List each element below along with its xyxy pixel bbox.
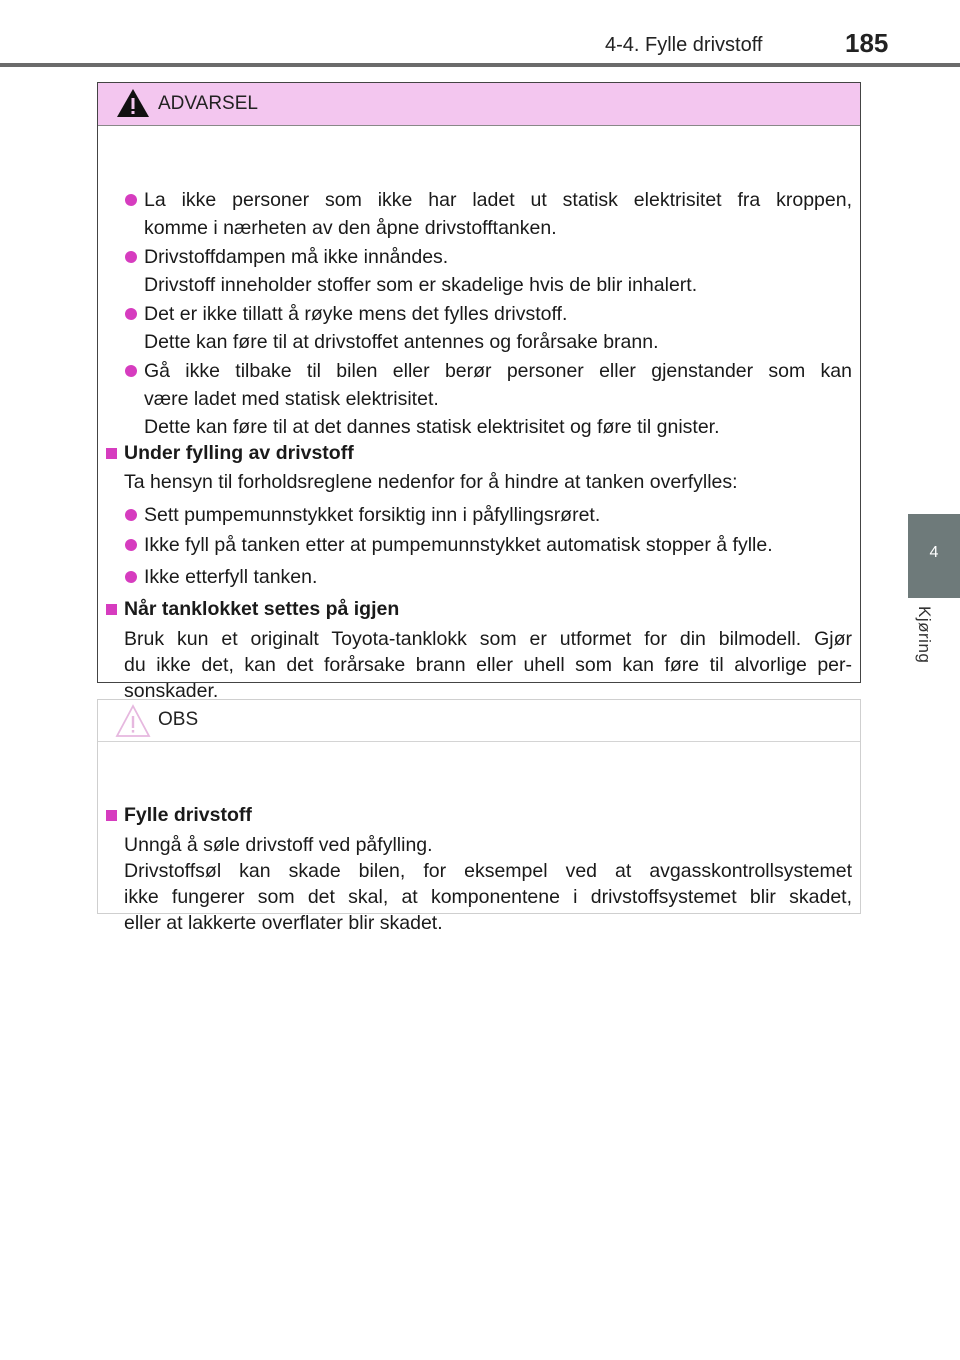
warning-box [97,82,861,702]
subsection-heading: Under fylling av drivstoff [124,442,354,464]
bullet-text: Dette kan føre til at det dannes statisk elektrisitet og føre til gnister. [144,416,720,438]
paragraph-text: du ikke det, kan det forårsake brann eller uhell som kan føre til alvorlige per- [124,654,852,676]
square-bullet-icon [106,810,117,821]
paragraph-text: eller at lakkerte overflater blir skadet. [124,912,443,934]
section-title: 4-4. Fylle drivstoff [605,34,763,56]
warning-header [98,83,860,126]
subsection-heading: Fylle drivstoff [124,804,252,826]
paragraph-text: ikke fungerer som det skal, at komponentene i drivstoffsystemet blir skadet, [124,886,852,908]
bullet-icon [125,539,137,551]
bullet-icon [125,308,137,320]
bullet-text: Gå ikke tilbake til bilen eller berør personer eller gjenstander som kan [144,360,852,382]
notice-title: OBS [158,709,199,730]
chapter-number: 4 [929,544,939,561]
bullet-text: Dette kan føre til at drivstoffet antennes og forårsake brann. [144,331,659,353]
bullet-text: Sett pumpemunnstykket forsiktig inn i påfyllingsrøret. [144,504,601,526]
bullet-icon [125,251,137,263]
bullet-icon [125,509,137,521]
bullet-text: Ikke etterfyll tanken. [144,566,318,588]
paragraph-text: Bruk kun et originalt Toyota-tanklokk som er utformet for din bilmodell. Gjør [124,628,852,650]
subsection-heading: Når tanklokket settes på igjen [124,598,400,620]
bullet-text: Drivstoffdampen må ikke innåndes. [144,246,449,268]
bullet-text: komme i nærheten av den åpne drivstofftanken. [144,217,557,239]
bullet-text: være ladet med statisk elektrisitet. [144,388,439,410]
paragraph-text: Drivstoffsøl kan skade bilen, for eksempel ved at avgasskontrollsystemet [124,860,852,882]
bullet-text: La ikke personer som ikke har ladet ut statisk elektrisitet fra kroppen, [144,189,852,211]
chapter-tab[interactable] [908,514,960,598]
bullet-icon [125,571,137,583]
bullet-icon [125,365,137,377]
header-rule [0,63,960,67]
page-number: 185 [845,28,889,58]
chapter-label: Kjøring [915,606,934,664]
notice-header [98,700,860,742]
bullet-text: Drivstoff inneholder stoffer som er skadelige hvis de blir inhalert. [144,274,698,296]
warning-title: ADVARSEL [158,93,258,114]
paragraph-text: sonskader. [124,680,219,702]
square-bullet-icon [106,604,117,615]
bullet-icon [125,194,137,206]
paragraph-text: Ta hensyn til forholdsreglene nedenfor for å hindre at tanken overfylles: [124,471,738,493]
bullet-text: Det er ikke tillatt å røyke mens det fylles drivstoff. [144,303,568,325]
notice-box [97,699,861,934]
bullet-text: Ikke fyll på tanken etter at pumpemunnstykket automatisk stopper å fylle. [144,534,773,556]
paragraph-text: Unngå å søle drivstoff ved påfylling. [124,834,433,856]
square-bullet-icon [106,448,117,459]
caution-outline-icon [115,704,151,738]
warning-triangle-icon [115,87,151,119]
